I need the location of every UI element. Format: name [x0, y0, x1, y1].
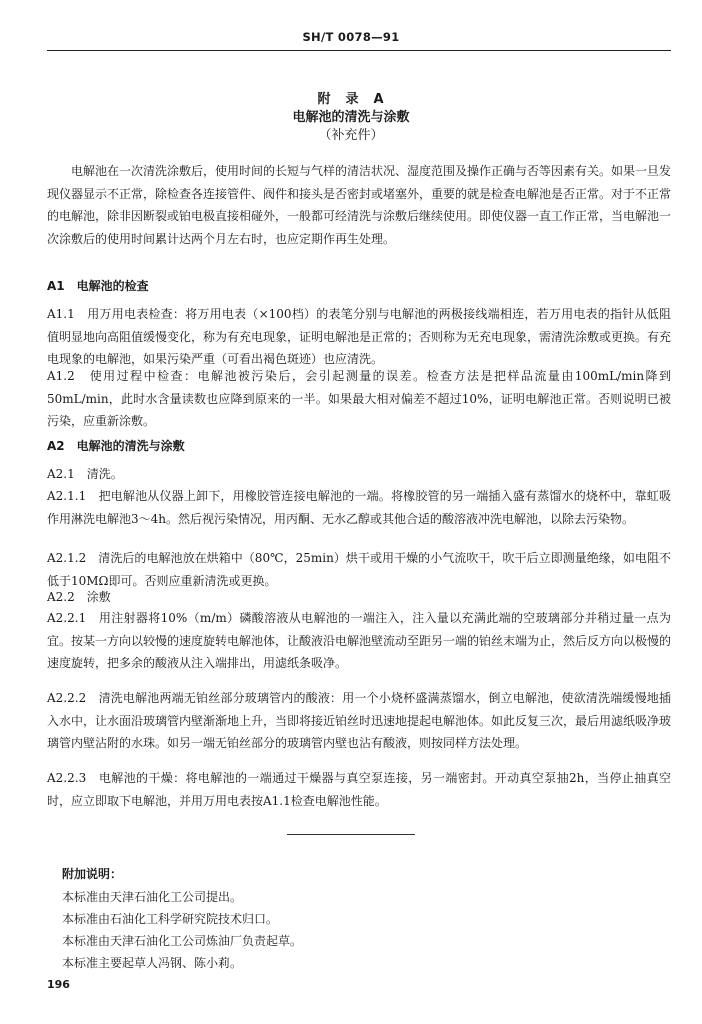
- additional-note-line: 本标准由天津石油化工公司提出。: [62, 890, 243, 904]
- paragraph-a2-1-1: A2.1.1 把电解池从仪器上卸下，用橡胶管连接电解池的一端。将橡胶管的另一端插入盛有蒸馏水的烧杯中，靠虹吸作用淋洗电解池3～4h。然后视污染情况，用丙酮、无水乙醇或其他合适的酸溶液冲洗电解池，以除去污染物。: [47, 489, 671, 526]
- additional-note-line: 本标准主要起草人冯钢、陈小莉。: [62, 956, 243, 970]
- additional-note-line: 本标准由天津石油化工公司炼油厂负责起草。: [62, 934, 303, 948]
- section-a2-heading: A2 电解池的清洗与涂敷: [47, 439, 185, 453]
- paragraph-a2-2-2: A2.2.2 清洗电解池两端无铂丝部分玻璃管内的酸液：用一个小烧杯盛满蒸馏水，倒立电解池，使欲清洗端缓慢地插入水中，让水面沿玻璃管内壁渐渐地上升，当即将接近铂丝时迅速地提起电解池体。如此反复三次，最后用滤纸吸净玻璃管内壁沾附的水珠。如另一端无铂丝部分的玻璃管内壁也沾有酸液，则按同样方法处理。: [47, 691, 672, 750]
- header-rule: [47, 50, 671, 51]
- section-a1-heading: A1 电解池的检查: [47, 279, 149, 293]
- appendix-note: （补充件）: [318, 128, 384, 143]
- paragraph-a2-2-1: A2.2.1 用注射器将10%（m/m）磷酸溶液从电解池的一端注入，注入量以充满此端的空玻璃部分并稍过量一点为宜。按某一方向以较慢的速度旋转电解池体，让酸液沿电解池壁流动至距另一端的铂丝末端为止，然后反方向以极慢的速度旋转，把多余的酸液从注入端排出，用滤纸条吸净。: [47, 611, 672, 670]
- intro-paragraph: 电解池在一次清洗涂敷后，使用时间的长短与气样的清洁状况、湿度范围及操作正确与否等因素有关。如果一旦发现仪器显示不正常，除检查各连接管件、阀件和接头是否密封或堵塞外，重要的就是检查电解池是否正常。对于不正常的电解池，除非因断裂或铂电极直接相碰外，一般都可经清洗与涂敷后继续使用。即使仪器一直工作正常，当电解池一次涂敷后的使用时间累计达两个月左右时，也应定期作再生处理。: [47, 164, 672, 246]
- standard-code-header: SH/T 0078—91: [302, 30, 400, 44]
- section-divider: [287, 834, 415, 835]
- paragraph-a2-1: A2.1 清洗。: [47, 467, 123, 481]
- additional-notes-heading: 附加说明：: [62, 867, 123, 881]
- paragraph-a2-2-3: A2.2.3 电解池的干燥：将电解池的一端通过干燥器与真空泵连接，另一端密封。开动真空泵抽2h，当停止抽真空时，应立即取下电解池，并用万用电表按A1.1检查电解池性能。: [47, 771, 671, 808]
- appendix-label: 附 录 A: [317, 92, 385, 107]
- additional-note-line: 本标准由石油化工科学研究院技术归口。: [62, 912, 279, 926]
- paragraph-a2-1-2: A2.1.2 清洗后的电解池放在烘箱中（80℃，25min）烘干或用干燥的小气流吹干，吹干后立即测量绝缘，如电阻不低于10MΩ即可。否则应重新清洗或更换。: [47, 551, 671, 588]
- paragraph-a2-2: A2.2 涂敷: [47, 590, 111, 604]
- page-number: 196: [47, 978, 70, 991]
- appendix-title: 电解池的清洗与涂敷: [292, 110, 410, 125]
- paragraph-a1-2: A1.2 使用过程中检查：电解池被污染后，会引起测量的误差。检查方法是把样品流量由100mL/min降到50mL/min，此时水含量读数也应降到原来的一半。如果最大相对偏差不超过10%，证明电解池正常。否则说明已被污染，应重新涂敷。: [47, 369, 671, 428]
- paragraph-a1-1: A1.1 用万用电表检查：将万用电表（×100档）的表笔分别与电解池的两极接线端相连，若万用电表的指针从低阻值明显地向高阻值缓慢变化，称为有充电现象，证明电解池是正常的；否则称为无充电现象，需清洗涂敷或更换。有充电现象的电解池，如果污染严重（可看出褐色斑迹）也应清洗。: [47, 307, 672, 366]
